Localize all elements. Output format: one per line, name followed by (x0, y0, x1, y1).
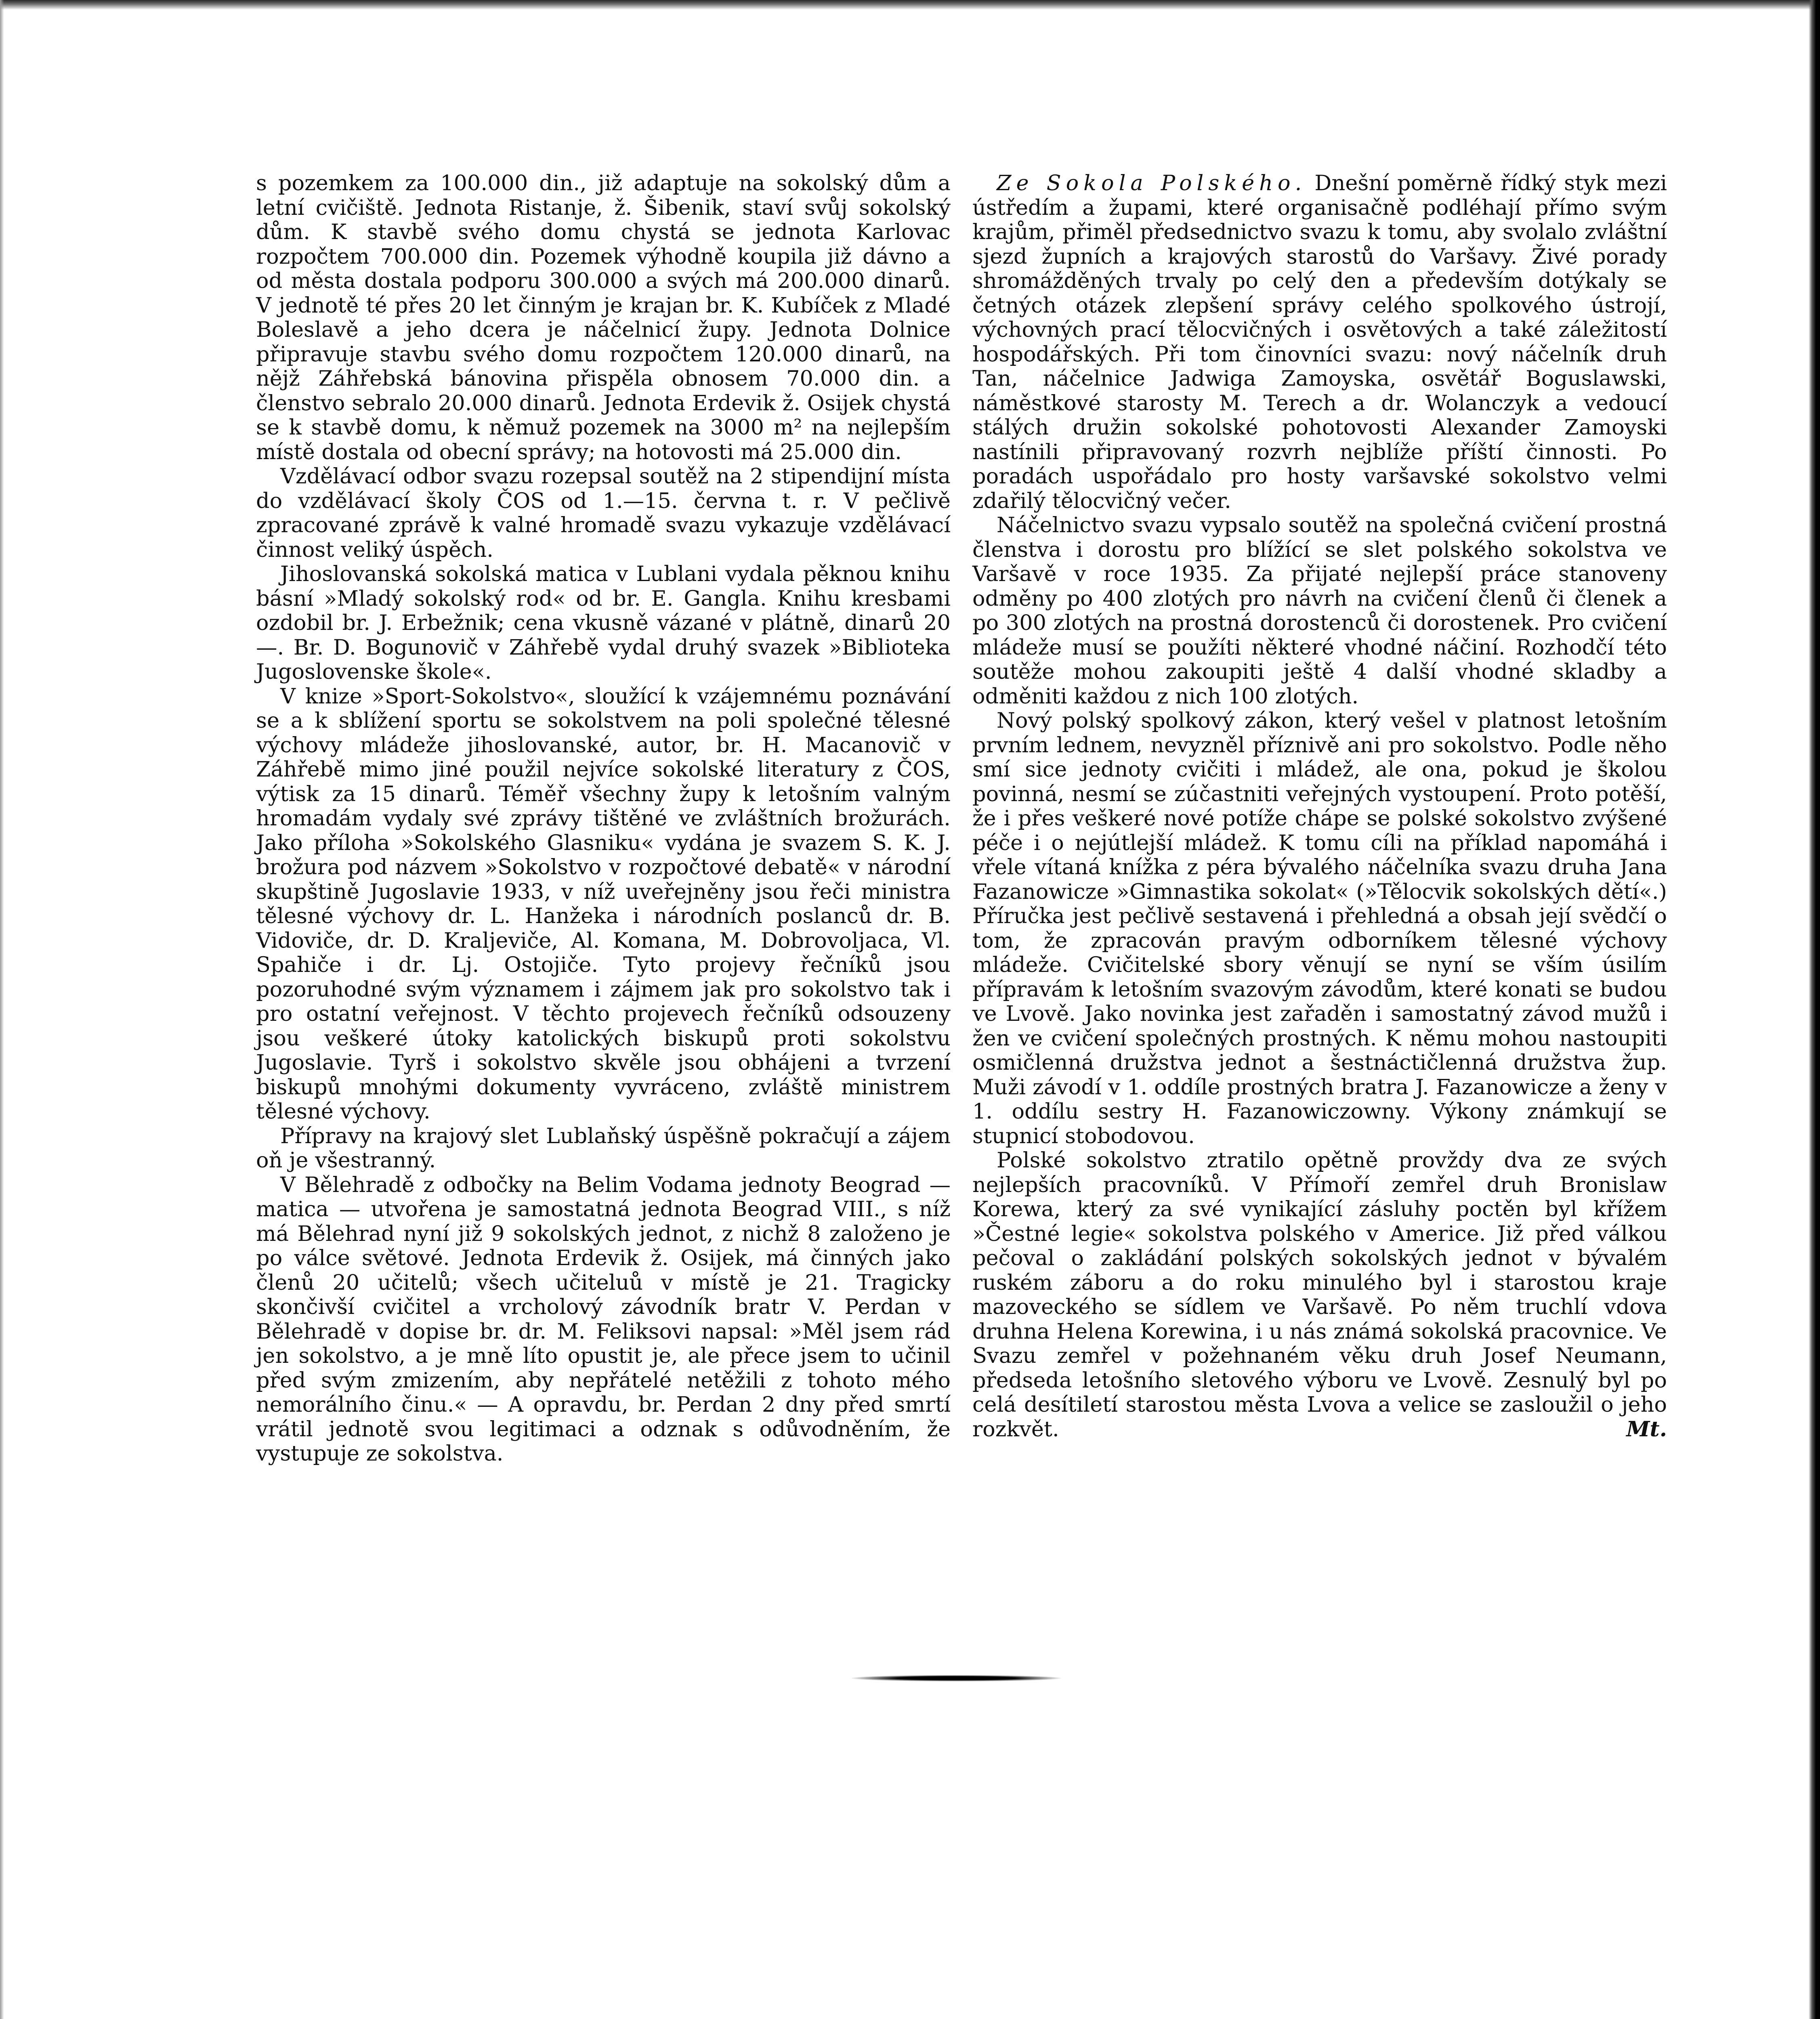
section-title: Ze Sokola Polského. (997, 171, 1307, 195)
left-paragraph-5: Přípravy na krajový slet Lublaňský úspěšně pokračují a zájem oň je všestranný. (256, 1123, 951, 1173)
left-paragraph-6: V Bělehradě z odbočky na Belim Vodama jednoty Beograd — matica — utvořena je samostatná jednota Beograd VIII., s níž má Bělehrad nyní již 9 sokolských jednot, z nichž 8 založeno je po válce světové. Jednota Erdevik ž. Osijek, má činných jako členů 20 učitelů; všech učiteluů v místě je 21. Tragicky skončivší cvičitel a vrcholový závodník bratr V. Perdan v Bělehradě v dopise br. dr. M. Feliksovi napsal: »Měl jsem rád jen sokolstvo, a je mně líto opustit je, ale přece jsem to učinil před svým zmizením, aby nepřátelé netěžili z tohoto mého nemorálního činu.« — A opravdu, br. Perdan 2 dny před smrtí vrátil jednotě svou legitimaci a odznak s odůvodněním, že vystupuje ze sokolstva. (256, 1172, 951, 1466)
right-paragraph-1-text: Dnešní poměrně řídký styk mezi ústředím a župami, které organisačně podléhají přímo svým krajům, přiměl předsednictvo svazu k tomu, aby svolalo zvláštní sjezd župních a krajových starostů do Varšavy. Živé porady shromážděných trvaly po celý den a především dotýkaly se četných otázek zlepšení správy celého spolkového ústrojí, výchovných prací tělocvičných i osvětových a také záležitostí hospodářských. Při tom činovníci svazu: nový náčelník druh Tan, náčelnice Jadwiga Zamoyska, osvětář Boguslawski, náměstkové starosty M. Terech a dr. Wolanczyk a vedoucí stálých družin sokolské pohotovosti Alexander Zamoyski nastínili připravovaný rozvrh nejblíže příští činnosti. Po poradách uspořádalo pro hosty varšavské sokolstvo velmi zdařilý tělocvičný večer. (972, 171, 1667, 513)
author-signature: Mt. (1626, 1417, 1667, 1442)
section-divider (851, 1675, 1061, 1681)
left-column (256, 171, 951, 1466)
scan-edge-left (0, 0, 4, 2019)
left-paragraph-2: Vzdělávací odbor svazu rozepsal soutěž na 2 stipendijní místa do vzdělávací školy ČOS od 1.—15. června t. r. V pečlivě zpracované zprávě k valné hromadě svazu vykazuje vzdělávací činnost veliký úspěch. (256, 464, 951, 562)
left-paragraph-3: Jihoslovanská sokolská matica v Lublani vydala pěknou knihu básní »Mladý sokolský rod« od br. E. Gangla. Knihu kresbami ozdobil br. J. Erbežnik; cena vkusně vázané v plátně, dinarů 20—. Br. D. Bogunovič v Záhřebě vydal druhý svazek »Biblioteka Jugoslovenske škole«. (256, 562, 951, 684)
right-paragraph-2: Náčelnictvo svazu vypsalo soutěž na společná cvičení prostná členstva i dorostu pro blížící se slet polského sokolstva ve Varšavě v roce 1935. Za přijaté nejlepší práce stanoveny odměny po 400 zlotých pro návrh na cvičení členů či členek a po 300 zlotých na prostná dorostenců či dorostenek. Pro cvičení mládeže musí se použíti některé vhodné náčiní. Rozhodčí této soutěže mohou zakoupiti ještě 4 další vhodné skladby a odměniti každou z nich 100 zlotých. (972, 513, 1667, 709)
right-column (972, 171, 1667, 1442)
left-paragraph-4: V knize »Sport-Sokolstvo«, sloužící k vzájemnému poznávání se a k sblížení sportu se sokolstvem na poli společné tělesné výchovy mládeže jihoslovanské, autor, br. H. Macanovič v Záhřebě mimo jiné použil nejvíce sokolské literatury z ČOS, výtisk za 15 dinarů. Téměř všechny župy k letošním valným hromadám vydaly své zprávy tištěné ve zvláštních brožurách. Jako příloha »Sokolského Glasniku« vydána je svazem S. K. J. brožura pod názvem »Sokolstvo v rozpočtové debatě« v národní skupštině Jugoslavie 1933, v níž uveřejněny jsou řeči ministra tělesné výchovy dr. L. Hanžeka i národních poslanců dr. B. Vidoviče, dr. D. Kraljeviče, Al. Komana, M. Dobrovoljaca, Vl. Spahiče i dr. Lj. Ostojiče. Tyto projevy řečníků jsou pozoruhodné svým významem i zájmem jak pro sokolstvo tak i pro ostatní veřejnost. V těchto projevech řečníků odsouzeny jsou veškeré útoky katolických biskupů proti sokolstvu Jugoslavie. Tyrš i sokolstvo skvěle jsou obhájeni a tvrzení biskupů mnohými dokumenty vyvráceno, zvláště ministrem tělesné výchovy. (256, 684, 951, 1124)
scan-edge-top (0, 0, 1820, 10)
right-paragraph-3: Nový polský spolkový zákon, který vešel v platnost letošním prvním lednem, nevyzněl příznivě ani pro sokolstvo. Podle něho smí sice jednoty cvičiti i mládež, ale ona, pokud je školou povinná, nesmí se zúčastniti veřejných vystoupení. Proto potěší, že i přes veškeré nové potíže chápe se polské sokolstvo zvýšené péče i o nejútlejší mládež. K tomu cíli na příklad napomáhá i vřele vítaná knížka z péra bývalého náčelníka svazu druha Jana Fazanowicze »Gimnastika sokolat« (»Tělocvik sokolských dětí«.) Příručka jest pečlivě sestavená i přehledná a obsah její svědčí o tom, že zpracován pravým odborníkem tělesné výchovy mládeže. Cvičitelské sbory věnují se nyní se vším úsilím přípravám k letošním svazovým závodům, které konati se budou ve Lvově. Jako novinka jest zařaděn i samostatný závod mužů i žen ve cvičení společných prostných. K němu mohou nastoupiti osmičlenná družstva jednot a šestnáctičlenná družstva žup. Muži závodí v 1. oddíle prostných bratra J. Fazanowicze a ženy v 1. oddílu sestry H. Fazanowiczowny. Výkony známkují se stupnicí stobodovou. (972, 708, 1667, 1148)
left-paragraph-1: s pozemkem za 100.000 din., již adaptuje na sokolský dům a letní cvičiště. Jednota Ristanje, ž. Šibenik, staví svůj sokolský dům. K stavbě svého domu chystá se jednota Karlovac rozpočtem 700.000 din. Pozemek výhodně koupila již dávno a od města dostala podporu 300.000 a svých má 200.000 dinarů. V jednotě té přes 20 let činným je krajan br. K. Kubíček z Mladé Boleslavě a jeho dcera je náčelnicí župy. Jednota Dolnice připravuje stavbu svého domu rozpočtem 120.000 dinarů, na nějž Záhřebská bánovina přispěla obnosem 70.000 din. a členstvo sebralo 20.000 dinarů. Jednota Erdevik ž. Osijek chystá se k stavbě domu, k němuž pozemek na 3000 m² na nejlepším místě dostala od obecní správy; na hotovosti má 25.000 din. (256, 171, 951, 464)
right-paragraph-4 (972, 1148, 1667, 1442)
scan-edge-right (1809, 0, 1820, 2019)
right-paragraph-1 (972, 171, 1667, 513)
right-paragraph-4-text: Polské sokolstvo ztratilo opětně provždy dva ze svých nejlepších pracovníků. V Přímoří zemřel druh Bronislaw Korewa, který za své vynikající zásluhy poctěn byl křížem »Čestné legie« sokolstva polského v Americe. Již před válkou pečoval o zakládání polských sokolských jednot v bývalém ruském záboru a do roku minulého byl i starostou kraje mazoveckého se sídlem ve Varšavě. Po něm truchlí vdova druhna Helena Korewina, i u nás známá sokolská pracovnice. Ve Svazu zemřel v požehnaném věku druh Josef Neumann, předseda letošního sletového výboru ve Lvově. Zesnulý byl po celá desítiletí starostou města Lvova a velice se zasloužil o jeho rozkvět. (972, 1148, 1667, 1442)
